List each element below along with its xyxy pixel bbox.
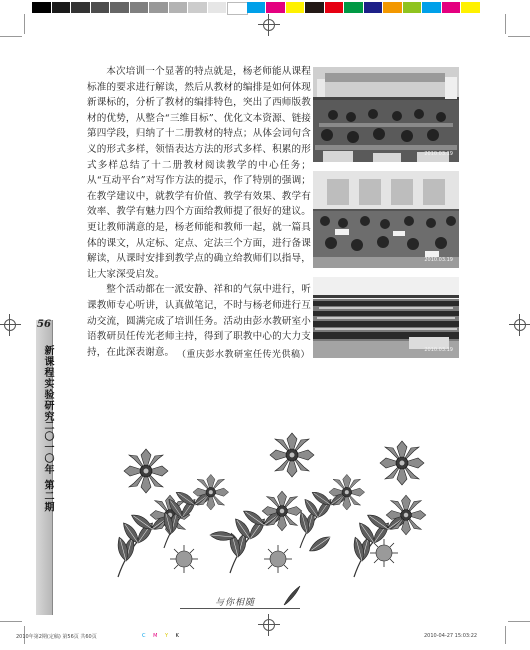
quill-pen-icon — [282, 585, 302, 607]
article-body — [87, 64, 311, 360]
lecture-hall-photo-image — [313, 277, 459, 358]
crop-mark — [24, 14, 25, 34]
color-swatch — [169, 2, 188, 13]
color-swatch — [364, 2, 383, 13]
color-swatch — [227, 2, 248, 15]
footer-slogan: 与你相随 — [215, 598, 256, 608]
photo-date-stamp: 2010.03.19 — [424, 151, 453, 157]
registration-mark-top — [262, 18, 276, 32]
color-swatch — [208, 2, 227, 13]
color-swatch — [422, 2, 441, 13]
cmyk-m: M — [153, 633, 158, 639]
classroom-photo-image — [313, 171, 459, 268]
color-swatch — [383, 2, 402, 13]
print-slug-right: 2010-04-27 15:03:22 — [424, 633, 478, 639]
color-swatch — [266, 2, 285, 13]
registration-mark-bottom — [262, 618, 276, 632]
registration-mark-left — [3, 318, 17, 332]
color-swatch — [188, 2, 207, 13]
cmyk-k: K — [175, 633, 179, 639]
crop-mark — [505, 14, 506, 34]
crop-mark — [505, 626, 506, 644]
color-swatch — [325, 2, 344, 13]
color-swatch — [305, 2, 324, 13]
cmyk-c: C — [142, 633, 146, 639]
footer-rule — [180, 608, 300, 609]
color-swatch — [52, 2, 71, 13]
color-calibration-bar — [0, 0, 530, 13]
training-photo-2 — [313, 171, 459, 268]
journal-title: 新课程实验研究 — [42, 345, 53, 422]
registration-mark-right — [513, 318, 527, 332]
decorative-flower-illustration — [110, 425, 450, 585]
color-swatch — [442, 2, 461, 13]
training-photo-3 — [313, 277, 459, 358]
page-number: 56 — [37, 319, 51, 330]
color-swatch — [91, 2, 110, 13]
color-swatch — [461, 2, 480, 13]
print-slug-left: 2010年第2期(定稿) 第56页 共60页 — [16, 634, 97, 640]
color-swatch — [149, 2, 168, 13]
cmyk-y: Y — [165, 633, 169, 639]
color-swatch — [32, 2, 51, 13]
article-paragraph-2: 整个活动都在一派安静、祥和的气氛中进行，听课教师专心听讲，认真做笔记，不时与杨老师进行互动交流，圆满完成了培训任务。活动由彭水教研室小语教研员任传光老师主持，得到了职教中心的大力支持，在此深表谢意。 — [87, 284, 311, 358]
training-photo-1 — [313, 67, 459, 162]
cmyk-labels — [142, 633, 179, 639]
color-swatch — [403, 2, 422, 13]
color-swatch — [344, 2, 363, 13]
color-swatch — [110, 2, 129, 13]
article-paragraph-1: 本次培训一个显著的特点就是，杨老师能从课程标准的要求进行解读，然后从教材的编排是如何体现新课标的，分析了教材的编排特色，突出了西师版教材的优势，从整合“三维目标”、优化文本资源、链接第四学段，归纳了十二册教材的特点；从体会词句含义的形式多样，领悟表达方法的形式多样、积累的形式多样总结了十二册教材阅读教学的中心任务；从“互动平台”对写作方法的提示，作了特别的强调；在教学建议中，就教学有价值、教学有效果、教学有效率、教学有魅力四个方面给教师提了很好的建议。更让教师满意的是，杨老师能和教师一起，就一篇具体的课文，从定标、定点、定法三个方面，进行备课解读，从课时安排到教学点的确立给教师们以指导，让大家深受启发。 — [87, 66, 311, 280]
color-swatch — [286, 2, 305, 13]
crop-mark — [508, 36, 530, 37]
article-credit: （重庆彭水教研室任传光供稿） — [176, 350, 310, 360]
color-swatch — [130, 2, 149, 13]
color-swatch — [71, 2, 90, 13]
classroom-photo-image — [313, 67, 459, 162]
crop-mark — [0, 36, 22, 37]
crop-mark — [508, 621, 530, 622]
photo-date-stamp: 2010.03.19 — [424, 347, 453, 353]
crop-mark — [0, 621, 22, 622]
photo-date-stamp: 2010.03.19 — [424, 257, 453, 263]
color-swatch — [247, 2, 266, 13]
issue-label: 二〇一〇年 第二期 — [42, 420, 53, 513]
